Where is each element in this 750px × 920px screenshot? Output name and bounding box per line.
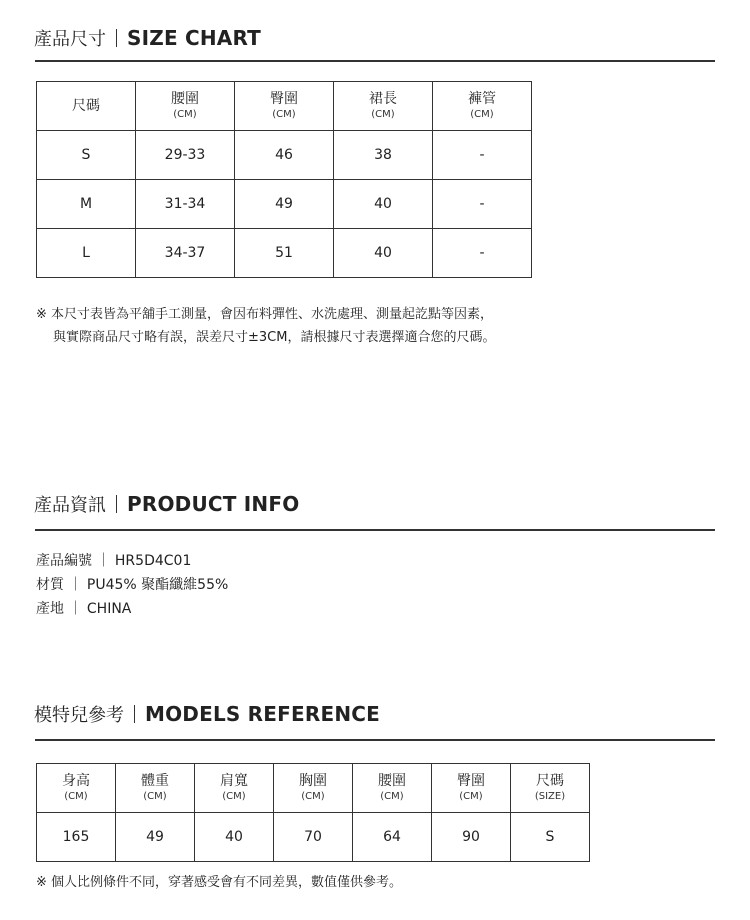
info-separator: ｜ [92, 553, 115, 569]
header-label: 身高 [62, 772, 90, 789]
header-unit: (CM) [143, 790, 167, 802]
product-info-list [36, 549, 228, 621]
models-reference-heading [34, 701, 380, 727]
table-row [37, 131, 532, 180]
leg-opening-header-cell [433, 82, 532, 131]
title-divider [116, 29, 117, 47]
section-rule [35, 529, 715, 531]
info-label: 產品編號 [36, 553, 92, 569]
product-info-title-zh: 產品資訊 [34, 495, 106, 516]
table-cell: 40 [334, 180, 433, 229]
models-reference-title-en: MODELS REFERENCE [145, 702, 381, 726]
title-divider [134, 705, 135, 723]
table-header-row [37, 764, 590, 813]
header-label: 臀圍 [270, 90, 298, 107]
header-label: 胸圍 [299, 772, 327, 789]
table-cell: M [37, 180, 136, 229]
header-label: 腰圍 [171, 90, 199, 107]
shoulder-header-cell [195, 764, 274, 813]
header-label: 尺碼 [536, 772, 564, 789]
hip-header-cell [432, 764, 511, 813]
height-header-cell [37, 764, 116, 813]
size-chart-title-zh: 產品尺寸 [34, 29, 106, 50]
note-line: 與實際商品尺寸略有誤，誤差尺寸±3CM，請根據尺寸表選擇適合您的尺碼。 [53, 330, 496, 345]
info-separator: ｜ [64, 601, 87, 617]
table-cell: 46 [235, 131, 334, 180]
header-label: 肩寬 [220, 772, 248, 789]
info-value: HR5D4C01 [114, 553, 192, 569]
header-unit: (CM) [459, 790, 483, 802]
header-unit: (CM) [371, 108, 395, 120]
table-cell: 90 [432, 813, 511, 862]
info-value: PU45% 聚酯纖維55% [86, 577, 229, 593]
table-cell: - [433, 229, 532, 278]
waist-header-cell [136, 82, 235, 131]
table-cell: 49 [116, 813, 195, 862]
table-cell: 165 [37, 813, 116, 862]
info-label: 產地 [36, 601, 64, 617]
size-chart-note [36, 303, 495, 349]
note-line: ※ 本尺寸表皆為平舖手工測量，會因布料彈性、水洗處理、測量起訖點等因素， [36, 307, 494, 322]
header-unit: (CM) [380, 790, 404, 802]
waist-header-cell [353, 764, 432, 813]
header-label: 體重 [141, 772, 169, 789]
section-rule [35, 739, 715, 741]
weight-header-cell [116, 764, 195, 813]
header-label: 尺碼 [72, 97, 100, 114]
info-value: CHINA [86, 601, 132, 617]
info-item-code [36, 549, 228, 573]
info-item-origin [36, 597, 228, 621]
table-cell: 49 [235, 180, 334, 229]
table-cell: 40 [195, 813, 274, 862]
table-row [37, 229, 532, 278]
table-cell: - [433, 131, 532, 180]
table-cell: S [37, 131, 136, 180]
header-unit: (CM) [222, 790, 246, 802]
header-unit: (CM) [272, 108, 296, 120]
models-reference-table [36, 763, 590, 862]
table-cell: L [37, 229, 136, 278]
chest-header-cell [274, 764, 353, 813]
table-cell: 40 [334, 229, 433, 278]
table-cell: 70 [274, 813, 353, 862]
product-info-title-en: PRODUCT INFO [127, 492, 300, 516]
info-item-material [36, 573, 228, 597]
header-unit: (CM) [64, 790, 88, 802]
header-unit: (SIZE) [534, 790, 566, 802]
models-reference-title-zh: 模特兒參考 [34, 705, 124, 726]
hip-header-cell [235, 82, 334, 131]
table-cell: - [433, 180, 532, 229]
table-cell: S [511, 813, 590, 862]
table-cell: 29-33 [136, 131, 235, 180]
size-chart-title-en: SIZE CHART [127, 26, 262, 50]
size-header-cell [511, 764, 590, 813]
size-header-cell [37, 82, 136, 131]
models-reference-note: ※ 個人比例條件不同，穿著感受會有不同差異，數值僅供參考。 [36, 875, 403, 890]
table-row [37, 180, 532, 229]
table-cell: 38 [334, 131, 433, 180]
header-label: 褲管 [468, 90, 496, 107]
table-cell: 31-34 [136, 180, 235, 229]
header-label: 裙長 [369, 90, 397, 107]
title-divider [116, 495, 117, 513]
size-chart-table [36, 81, 532, 278]
table-row [37, 813, 590, 862]
header-label: 臀圍 [457, 772, 485, 789]
info-label: 材質 [36, 577, 64, 593]
header-unit: (CM) [470, 108, 494, 120]
table-header-row [37, 82, 532, 131]
size-chart-heading [34, 25, 261, 51]
header-unit: (CM) [173, 108, 197, 120]
header-unit: (CM) [301, 790, 325, 802]
table-cell: 34-37 [136, 229, 235, 278]
header-label: 腰圍 [378, 772, 406, 789]
section-rule [35, 60, 715, 62]
table-cell: 51 [235, 229, 334, 278]
skirt-length-header-cell [334, 82, 433, 131]
table-cell: 64 [353, 813, 432, 862]
product-info-heading [34, 491, 299, 517]
info-separator: ｜ [64, 577, 87, 593]
